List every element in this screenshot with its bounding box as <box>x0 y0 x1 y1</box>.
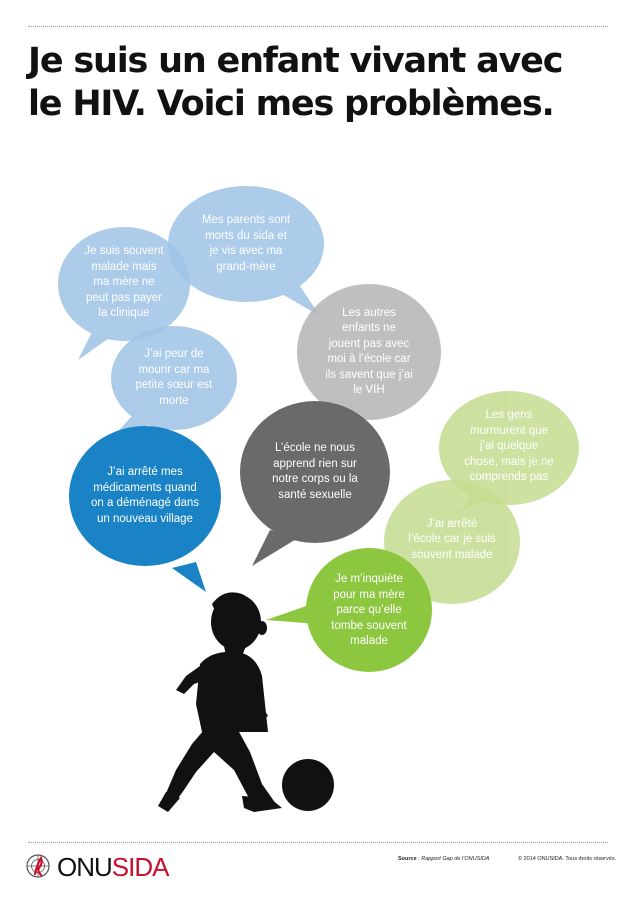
bubble-line: J’ai arrêté <box>426 517 478 530</box>
bubble-parents-text <box>202 213 290 275</box>
bubble-line: santé sexuelle <box>278 488 352 501</box>
bubble-line: je vis avec ma <box>209 245 283 257</box>
title-line-1: Je suis un enfant vivant avec <box>28 41 563 81</box>
bubble-line: médicaments quand <box>93 481 197 494</box>
logo-wordmark <box>57 852 168 883</box>
bubble-line: j’ai quelque <box>479 440 539 453</box>
bubble-line: murmurent que <box>470 424 548 437</box>
bubble-worry-text <box>331 572 406 650</box>
bottom-divider <box>28 842 608 843</box>
bubble-line: jouent pas avec <box>328 337 410 350</box>
bubble-worry <box>308 552 430 670</box>
bubble-fear <box>116 330 232 426</box>
bubble-others <box>300 288 438 416</box>
bubble-line: peut pas payer <box>85 291 163 304</box>
bubble-line: Je suis souvent <box>84 245 164 258</box>
bubble-others-text <box>325 306 413 399</box>
bubble-line: J’ai peur de <box>144 348 204 360</box>
onusida-logo <box>26 852 168 883</box>
bubble-line: malade mais <box>91 260 157 273</box>
bubble-line: enfants ne <box>342 322 396 334</box>
bubble-line: L’école ne nous <box>275 442 355 454</box>
football <box>282 759 334 811</box>
bubble-medication <box>72 430 218 562</box>
bubble-whisper <box>440 392 578 502</box>
bubble-line: malade <box>350 635 388 648</box>
bubble-line: ma mère ne <box>93 276 155 289</box>
bubble-line: tombe souvent <box>331 619 407 632</box>
bubble-parents <box>174 192 318 296</box>
bubble-line: parce qu’elle <box>336 604 402 617</box>
title-line-2: le HIV. Voici mes problèmes. <box>28 84 554 124</box>
source-note <box>398 856 489 862</box>
bubble-line: un nouveau village <box>97 512 193 525</box>
logo-wordmark-suffix: SIDA <box>111 852 169 882</box>
bubble-line: mourir car ma <box>138 363 210 376</box>
bubble-whisper-text <box>464 408 554 486</box>
bubble-line: la clinique <box>98 307 150 320</box>
bubble-line: comprends pas <box>469 471 549 484</box>
bubble-clinic-tail <box>78 332 112 360</box>
bubble-line: chose, mais je ne <box>464 455 554 468</box>
bubble-line: petite sœur est <box>135 379 213 391</box>
bubble-school <box>242 404 388 540</box>
child-silhouette <box>158 592 282 812</box>
bubble-fear-text <box>136 347 213 409</box>
logo-emblem-space <box>26 855 52 881</box>
bubble-line: Les gens <box>485 409 533 422</box>
bubble-line: grand-mère <box>216 260 276 273</box>
bubble-line: morts du sida et <box>205 229 287 242</box>
bubble-line: Je m’inquiète <box>335 573 403 586</box>
bubble-line: moi à l’école car <box>327 353 411 365</box>
bubble-line: J’ai arrêté mes <box>107 466 183 478</box>
bubble-line: ils savent que j’ai <box>325 368 413 381</box>
bubble-line: notre corps ou la <box>272 473 358 485</box>
bubble-line: on a déménagé dans <box>90 497 200 509</box>
source-label: Source <box>398 856 417 862</box>
bubble-clinic-text <box>84 244 163 322</box>
source-text: : Rapport Gap de l’ONUSIDA <box>416 856 490 862</box>
bubble-line: Mes parents sont <box>201 214 291 226</box>
logo-wordmark-prefix: ONU <box>57 852 112 882</box>
bubble-line: morte <box>159 394 189 407</box>
bubble-line: le VIH <box>353 384 385 396</box>
bubble-school-text <box>272 441 358 503</box>
bubble-line: souvent malade <box>411 548 493 561</box>
bubble-medication-tail <box>172 562 206 592</box>
bubble-line: l’école car je suis <box>408 533 496 546</box>
bubble-line: pour ma mère <box>333 588 405 601</box>
copyright-note: © 2014 ONUSIDA. Tous droits réservés. <box>518 856 617 862</box>
bubble-clinic <box>64 230 184 336</box>
bubble-medication-text <box>91 465 199 527</box>
bubble-line: Les autres <box>342 306 396 319</box>
bubble-line: apprend rien sur <box>273 457 357 470</box>
